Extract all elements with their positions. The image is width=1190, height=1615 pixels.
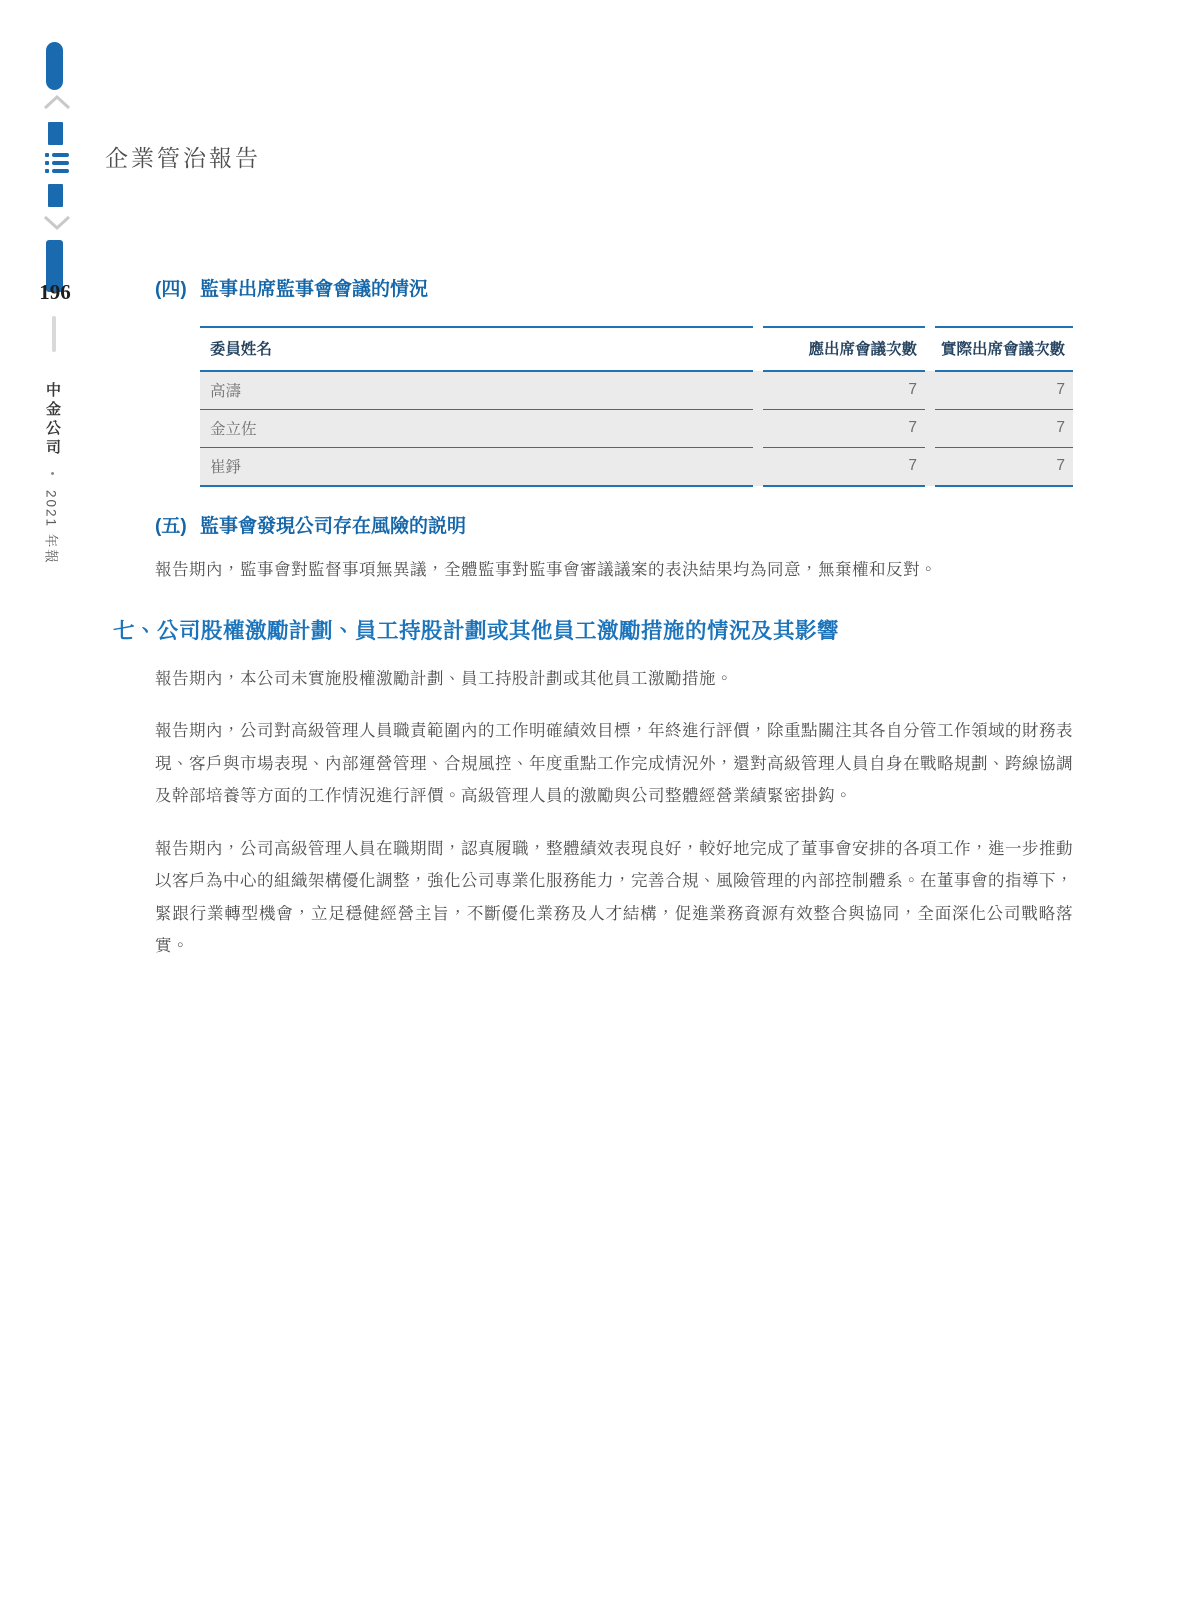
brand-vertical: [42, 382, 63, 662]
column-gap: [753, 410, 763, 448]
page-number: 196: [39, 280, 71, 304]
brand-name: 中金公司: [44, 382, 61, 458]
member-name: 崔錚: [200, 448, 753, 487]
attended-count: 7: [935, 448, 1073, 487]
member-name: 金立佐: [200, 410, 753, 448]
table-row: [200, 410, 1073, 448]
main-content: [113, 276, 1073, 963]
column-gap: [925, 327, 935, 371]
section-5-number: (五): [155, 516, 187, 537]
chevron-up-icon: [43, 93, 71, 111]
required-count: 7: [763, 410, 925, 448]
col-header-member-name: 委員姓名: [200, 327, 753, 371]
section-5-title: 監事會發現公司存在風險的説明: [200, 516, 467, 537]
attended-count: 7: [935, 371, 1073, 410]
column-gap: [925, 410, 935, 448]
column-gap: [925, 371, 935, 410]
col-header-required-meetings: 應出席會議次數: [763, 327, 925, 371]
attended-count: 7: [935, 410, 1073, 448]
column-gap: [925, 448, 935, 487]
section-7-paragraph-3: 報告期內，公司高級管理人員在職期間，認真履職，整體績效表現良好，較好地完成了董事會安排的各項工作，進一步推動以客戶為中心的組織架構優化調整，強化公司專業化服務能力，完善合規、風險管理的內部控制體系。在董事會的指導下，緊跟行業轉型機會，立足穩健經營主旨，不斷優化業務及人才結構，促進業務資源有效整合與協同，全面深化公司戰略落實。: [155, 839, 1073, 955]
list-icon: [45, 151, 69, 176]
section-7-paragraph-2: 報告期內，公司對高級管理人員職責範圍內的工作明確績效目標，年終進行評價，除重點關注其各自分管工作領域的財務表現、客戶與市場表現、內部運營管理、合規風控、年度重點工作完成情況外，還對高級管理人員自身在戰略規劃、跨線協調及幹部培養等方面的工作情況進行評價。高級管理人員的激勵與公司整體經營業績緊密掛鈎。: [155, 722, 1073, 805]
table-row: [200, 371, 1073, 410]
required-count: 7: [763, 448, 925, 487]
page-number-tick: [52, 316, 56, 352]
sidebar-rail: [0, 0, 110, 1615]
blue-square-icon-2: [48, 184, 63, 207]
brand-bullet-icon: •: [46, 468, 59, 480]
column-gap: [753, 448, 763, 487]
section-4-title: 監事出席監事會會議的情況: [200, 279, 429, 300]
member-name: 高濤: [200, 371, 753, 410]
blue-square-icon: [48, 122, 63, 145]
column-gap: [753, 327, 763, 371]
section-7-paragraph-1: 報告期內，本公司未實施股權激勵計劃、員工持股計劃或其他員工激勵措施。: [155, 669, 733, 688]
section-4-heading: [155, 276, 1073, 303]
required-count: 7: [763, 371, 925, 410]
chevron-down-icon: [43, 214, 71, 232]
section-5-heading: [155, 513, 1073, 540]
attendance-table: [200, 326, 1073, 487]
section-5-body: 報告期內，監事會對監督事項無異議，全體監事對監事會審議議案的表決結果均為同意，無棄權和反對。: [155, 561, 937, 579]
page-title: 企業管治報告: [105, 146, 261, 171]
rail-top-bar: [46, 42, 63, 90]
section-7-heading: 七、公司股權激勵計劃、員工持股計劃或其他員工激勵措施的情況及其影響: [113, 618, 840, 643]
col-header-attended-meetings: 實際出席會議次數: [935, 327, 1073, 371]
column-gap: [753, 371, 763, 410]
section-4-number: (四): [155, 279, 187, 300]
table-row: [200, 448, 1073, 487]
brand-year: 2021 年報: [43, 490, 59, 565]
table-header-row: [200, 327, 1073, 371]
